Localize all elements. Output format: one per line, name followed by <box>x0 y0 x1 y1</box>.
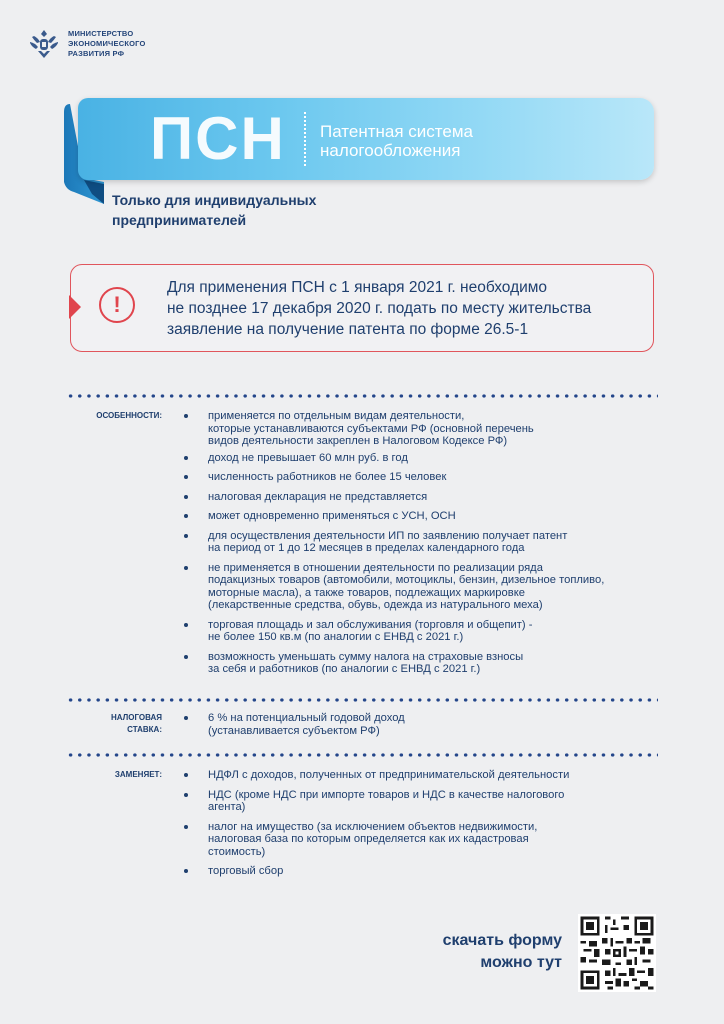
notice-line: заявление на получение патента по форме 26.5-1 <box>167 321 529 338</box>
dotted-divider <box>66 394 658 398</box>
section-label <box>52 769 162 781</box>
section-label-line: ОСОБЕННОСТИ: <box>96 411 162 420</box>
item-line: для осуществления деятельности ИП по заявлению получает патент <box>208 529 568 542</box>
banner-full-line: Патентная система <box>320 122 473 141</box>
list-item <box>184 562 654 612</box>
exclamation-icon: ! <box>99 287 135 323</box>
list-item <box>184 471 654 484</box>
section-label-line: НАЛОГОВАЯ <box>110 713 162 722</box>
ministry-logo <box>26 26 146 62</box>
subtitle <box>112 190 316 230</box>
item-line: торговая площадь и зал обслуживания (торговля и общепит) - <box>208 618 533 631</box>
section-label <box>52 712 162 736</box>
item-line: доход не превышает 60 млн руб. в год <box>208 451 408 464</box>
section-label-line: СТАВКА: <box>127 725 162 734</box>
logo-line: МИНИСТЕРСТВО <box>68 29 134 38</box>
notice-line: не позднее 17 декабря 2020 г. подать по месту жительства <box>167 300 592 317</box>
download-line: можно тут <box>480 954 562 971</box>
notice-text <box>167 277 591 340</box>
item-line: налоговая база по которым определяется как их кадастровая <box>208 833 529 845</box>
item-line: возможность уменьшать сумму налога на страховые взносы <box>208 650 524 663</box>
list-item <box>184 452 654 465</box>
dotted-divider <box>66 698 658 702</box>
list-item <box>184 651 654 676</box>
list-item <box>184 491 654 504</box>
eagle-emblem-icon <box>26 26 62 62</box>
qr-code-icon[interactable] <box>578 914 656 992</box>
item-line: применяется по отдельным видам деятельности, <box>208 410 465 422</box>
banner-abbreviation: ПСН <box>150 105 286 172</box>
list-item <box>184 510 654 523</box>
download-line: скачать форму <box>442 932 562 949</box>
item-line: численность работников не более 15 человек <box>208 471 447 483</box>
features-list <box>184 410 654 676</box>
list-item <box>184 821 654 859</box>
item-line: НДС (кроме НДС при импорте товаров и НДС в качестве налогового <box>208 788 565 801</box>
list-item <box>184 769 654 782</box>
item-line: агента) <box>208 801 246 813</box>
item-line: подакцизных товаров (автомобили, мотоциклы, бензин, дизельное топливо, <box>208 574 605 586</box>
banner-divider <box>304 112 306 166</box>
item-line: видов деятельности закреплен в Налоговом Кодексе РФ) <box>208 435 508 447</box>
section-label <box>52 410 162 422</box>
list-item <box>184 789 654 814</box>
dotted-divider <box>66 753 658 757</box>
list-item <box>184 530 654 555</box>
notice-line: Для применения ПСН с 1 января 2021 г. необходимо <box>167 279 548 296</box>
item-line: (лекарственные средства, обувь, одежда из натурального меха) <box>208 599 543 611</box>
subtitle-line: предпринимателей <box>112 212 247 228</box>
item-line: стоимость) <box>208 845 266 858</box>
item-line: не применяется в отношении деятельности по реализации ряда <box>208 561 543 574</box>
logo-line: ЭКОНОМИЧЕСКОГО <box>68 39 146 48</box>
item-line: торговый сбор <box>208 865 284 877</box>
logo-line: РАЗВИТИЯ РФ <box>68 49 125 58</box>
notice-arrow-icon <box>69 295 83 319</box>
list-item <box>184 865 654 878</box>
subtitle-line: Только для индивидуальных <box>112 192 317 208</box>
item-line: не более 150 кв.м (по аналогии с ЕНВД с 2021 г.) <box>208 631 464 643</box>
banner-full-line: налогообложения <box>320 141 461 160</box>
item-line: может одновременно применяться с УСН, ОСН <box>208 510 456 522</box>
item-line: налоговая декларация не представляется <box>208 490 428 503</box>
banner-full-name <box>320 122 473 160</box>
replaces-list <box>184 769 654 878</box>
rate-list <box>184 712 654 737</box>
download-form-link[interactable] <box>400 930 562 974</box>
section-label-line: ЗАМЕНЯЕТ: <box>114 770 162 779</box>
item-line: 6 % на потенциальный годовой доход <box>208 712 405 724</box>
list-item <box>184 410 654 448</box>
list-item <box>184 619 654 644</box>
item-line: за себя и работников (по аналогии с ЕНВД с 2021 г.) <box>208 663 481 675</box>
list-item <box>184 712 654 737</box>
item-line: на период от 1 до 12 месяцев в пределах календарного года <box>208 542 525 554</box>
item-line: моторные масла), а также товаров, подлежащих маркировке <box>208 586 525 599</box>
banner-body <box>78 98 654 180</box>
item-line: (устанавливается субъектом РФ) <box>208 724 380 737</box>
deadline-notice <box>70 264 654 352</box>
item-line: налог на имущество (за исключением объектов недвижимости, <box>208 820 538 833</box>
item-line: которые устанавливаются субъектами РФ (основной перечень <box>208 422 534 435</box>
item-line: НДФЛ с доходов, полученных от предпринимательской деятельности <box>208 769 570 781</box>
